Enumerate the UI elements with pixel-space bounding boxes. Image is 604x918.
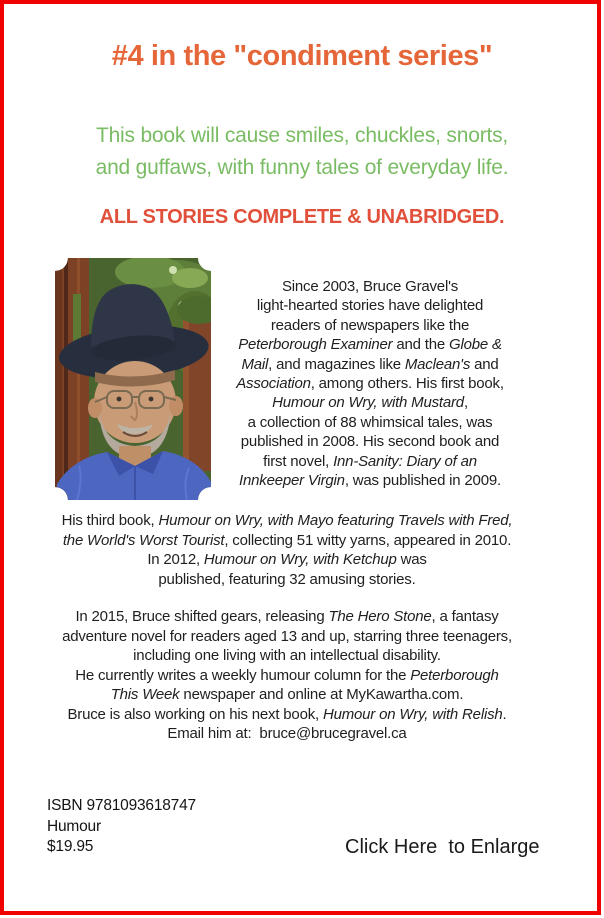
text-line: the World's Worst Tourist, collecting 51 witty yarns, appeared in 2010. <box>62 531 512 549</box>
text-line: Since 2003, Bruce Gravel's <box>281 278 459 295</box>
genre-label: Humour <box>47 817 101 835</box>
bio-paragraph-2 <box>0 511 574 589</box>
text-line: adventure novel for readers aged 13 and up, starring three teenagers, <box>62 627 512 645</box>
text-line: Peterborough Examiner and the Globe & <box>238 336 502 354</box>
tagline <box>0 120 604 184</box>
text-line: light-hearted stories have delighted <box>256 297 484 315</box>
price-label: $19.95 <box>47 838 94 855</box>
author-photo <box>55 258 211 500</box>
all-stories-note: ALL STORIES COMPLETE & UNABRIDGED. <box>99 206 505 228</box>
tagline-line: This book will cause smiles, chuckles, snorts, <box>95 124 509 147</box>
text-line: This Week newspaper and online at MyKawartha.com. <box>110 686 464 703</box>
click-to-enlarge-link[interactable]: Click Here to Enlarge <box>345 836 540 858</box>
text-line: In 2015, Bruce shifted gears, releasing The Hero Stone, a fantasy <box>75 608 499 625</box>
series-title: #4 in the "condiment series" <box>111 40 493 72</box>
text-line: Innkeeper Virgin, was published in 2009. <box>239 472 501 490</box>
text-line: including one living with an intellectual disability. <box>133 647 441 664</box>
text-line: published, featuring 32 amusing stories. <box>158 570 416 588</box>
isbn-block <box>47 796 196 858</box>
text-line: a collection of 88 whimsical tales, was <box>247 413 493 431</box>
text-line: Humour on Wry, with Mustard, <box>272 394 468 412</box>
bio-intro-paragraph <box>236 277 504 490</box>
text-line: His third book, Humour on Wry, with Mayo featuring Travels with Fred, <box>61 512 513 529</box>
text-line: He currently writes a weekly humour column for the Peterborough <box>75 666 499 684</box>
text-line: Association, among others. His first book, <box>236 375 504 393</box>
text-line: published in 2008. His second book and <box>240 433 500 451</box>
text-line: In 2012, Humour on Wry, with Ketchup was <box>147 551 427 568</box>
tagline-line: and guffaws, with funny tales of everyday life. <box>95 156 509 179</box>
text-line: first novel, Inn-Sanity: Diary of an <box>263 452 477 470</box>
text-line: Bruce is also working on his next book, Humour on Wry, with Relish. <box>67 705 507 723</box>
text-line: Email him at: bruce@brucegravel.ca <box>167 725 407 742</box>
text-line: readers of newspapers like the <box>270 316 470 334</box>
text-line: Mail, and magazines like Maclean's and <box>241 355 499 373</box>
isbn-number: ISBN 9781093618747 <box>47 797 196 814</box>
bio-paragraph-3 <box>0 607 574 744</box>
